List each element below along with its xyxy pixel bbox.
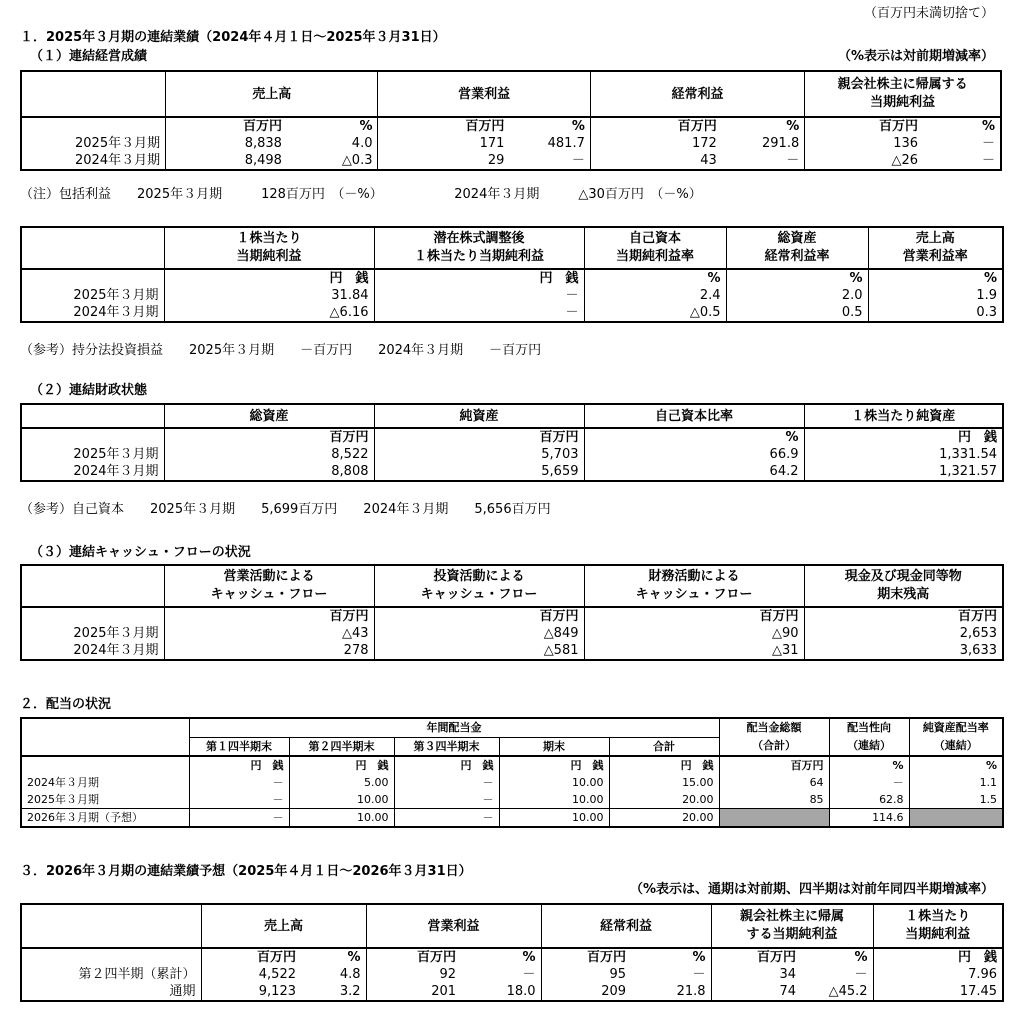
comprehensive-income-note: （注）包括利益 2025年３月期 128百万円 （－%） 2024年３月期 △30百万円 （－%） <box>20 187 702 202</box>
unit: 円 銭 <box>289 756 394 774</box>
cell-shaded <box>719 809 829 828</box>
cell: 15.00 <box>609 774 719 791</box>
unit: % <box>981 119 995 134</box>
cell: 8,808 <box>164 463 374 481</box>
header-roa: 総資産 経常利益率 <box>726 227 868 269</box>
cell: 2.0 <box>726 287 868 304</box>
cell: △43 <box>164 625 374 642</box>
header-eps: １株当たり 当期純利益 <box>905 909 971 942</box>
table-row <box>21 152 1001 170</box>
unit: % <box>584 428 804 446</box>
header-q2: 第２四半期末 <box>289 737 394 756</box>
table-row <box>21 774 1003 791</box>
header-ordinary-profit: 経常利益 <box>590 71 804 117</box>
forecast-table <box>20 903 1004 1002</box>
cell: － <box>801 966 873 983</box>
header-cash-balance: 現金及び現金同等物 期末残高 <box>844 569 962 602</box>
cell: 136 <box>893 136 919 151</box>
row-label: 2024年３月期 <box>21 304 164 322</box>
cell: － <box>509 152 590 170</box>
cell: － <box>394 809 499 828</box>
cell: 64 <box>719 774 829 791</box>
cell: 5,703 <box>374 446 584 463</box>
cell: 62.8 <box>829 791 909 809</box>
unit: % <box>983 271 997 286</box>
unit: 百万円 <box>957 609 997 624</box>
table-row <box>21 463 1003 481</box>
row-label: 2025年３月期 <box>21 625 164 642</box>
table-row <box>21 642 1003 660</box>
table-row <box>21 287 1003 304</box>
row-label: 2024年３月期 <box>21 774 189 791</box>
section1-sub2: （２）連結財政状態 <box>30 383 148 398</box>
own-capital-note: （参考）自己資本 2025年３月期 5,699百万円 2024年３月期 5,656百万円 <box>20 502 551 517</box>
unit: % <box>829 756 909 774</box>
row-label: 2024年３月期 <box>21 642 164 660</box>
cell: 1,321.57 <box>939 464 997 479</box>
unit: 百万円 <box>584 607 804 625</box>
unit: 円 銭 <box>189 756 289 774</box>
section2-title: ２．配当の状況 <box>20 697 112 712</box>
cell: 0.5 <box>726 304 868 322</box>
cell: － <box>189 774 289 791</box>
cell: 1.1 <box>979 776 998 789</box>
unit: 円 銭 <box>609 756 719 774</box>
header-dividend-ratio: 純資産配当率 （連結） <box>909 718 1003 756</box>
section3-note: （%表示は、通期は対前期、四半期は対前年同四半期増減率） <box>629 882 994 897</box>
cell: 1.5 <box>979 793 998 806</box>
per-share-table <box>20 226 1004 323</box>
corner-cell <box>21 71 166 117</box>
cell: 4,522 <box>258 967 296 982</box>
unit: 百万円 <box>587 950 627 965</box>
unit: 百万円 <box>879 119 919 134</box>
header-bps: １株当たり純資産 <box>851 408 956 424</box>
unit: 百万円 <box>465 119 505 134</box>
cell: 10.00 <box>499 809 609 828</box>
header-diluted-eps: 潜在株式調整後 １株当たり当期純利益 <box>374 227 584 269</box>
cell: 171 <box>479 136 505 151</box>
cell: △26 <box>891 153 919 168</box>
section1-title: １．2025年３月期の連結業績（2024年４月１日～2025年３月31日） <box>20 30 446 45</box>
cell: 209 <box>601 984 627 999</box>
cell: 9,123 <box>258 984 296 999</box>
header-ordinary-profit: 経常利益 <box>541 904 711 948</box>
cell-shaded <box>909 809 1003 828</box>
header-net-profit-line1: 親会社株主に帰属する <box>837 77 968 92</box>
header-total-assets: 総資産 <box>164 404 374 428</box>
dividend-table <box>20 717 1004 828</box>
cell: 5,659 <box>374 463 584 481</box>
cell: 201 <box>431 984 457 999</box>
header-financing-cf: 財務活動による キャッシュ・フロー <box>584 565 804 607</box>
row-label: 2024年３月期 <box>21 463 164 481</box>
cell: 74 <box>779 984 797 999</box>
table-row <box>21 809 1003 828</box>
cell: 18.0 <box>461 983 541 1001</box>
cell: △45.2 <box>801 983 873 1001</box>
table-row <box>21 791 1003 809</box>
cell: 10.00 <box>499 774 609 791</box>
cell: － <box>374 287 584 304</box>
unit: 円 銭 <box>958 950 998 965</box>
row-label: 2026年３月期（予想） <box>21 809 189 828</box>
unit: % <box>301 948 366 966</box>
cell: － <box>981 136 995 151</box>
cell: 29 <box>487 153 505 168</box>
cell: △0.3 <box>287 152 378 170</box>
header-q3: 第３四半期末 <box>394 737 499 756</box>
table-row <box>21 983 1003 1001</box>
unit: % <box>801 948 873 966</box>
cell: △0.5 <box>584 304 726 322</box>
cell: 64.2 <box>584 463 804 481</box>
cell: △31 <box>584 642 804 660</box>
cell: 66.9 <box>584 446 804 463</box>
header-annual-dividend: 年間配当金 <box>189 718 719 737</box>
unit: 百万円 <box>719 756 829 774</box>
cell: 8,498 <box>244 153 282 168</box>
header-operating-profit: 営業利益 <box>366 904 541 948</box>
unit: 百万円 <box>374 607 584 625</box>
unit: 円 銭 <box>394 756 499 774</box>
row-label: 通期 <box>21 983 201 1001</box>
unit: 百万円 <box>242 119 282 134</box>
cell: 8,522 <box>164 446 374 463</box>
table-row <box>21 135 1001 152</box>
unit: 百万円 <box>677 119 717 134</box>
unit: % <box>584 269 726 287</box>
cell: 43 <box>700 153 717 168</box>
section1-sub1-note: （%表示は対前期増減率） <box>837 49 994 64</box>
cell: － <box>631 966 711 983</box>
cell: 31.84 <box>164 287 374 304</box>
header-sales: 売上高 <box>166 71 378 117</box>
header-operating-margin: 売上高 営業利益率 <box>902 231 968 264</box>
section1-sub1: （１）連結経営成績 <box>30 49 148 64</box>
cell: 17.45 <box>959 984 998 999</box>
cell: 3,633 <box>959 643 997 658</box>
unit: 百万円 <box>757 950 797 965</box>
cell: 172 <box>691 136 717 151</box>
table-row <box>21 625 1003 642</box>
unit-note: （百万円未満切捨て） <box>863 6 994 21</box>
header-payout-ratio: 配当性向 （連結） <box>829 718 909 756</box>
unit: 円 銭 <box>374 269 584 287</box>
cell: △849 <box>374 625 584 642</box>
cell: － <box>461 966 541 983</box>
header-sales: 売上高 <box>201 904 366 948</box>
cell: △6.16 <box>164 304 374 322</box>
header-total-dividend: 配当金総額 （合計） <box>719 718 829 756</box>
unit: % <box>986 759 998 772</box>
unit: % <box>287 117 378 135</box>
table-row <box>21 966 1003 983</box>
unit: 円 銭 <box>164 269 374 287</box>
unit: % <box>509 117 590 135</box>
cell: 3.2 <box>301 983 366 1001</box>
unit: 百万円 <box>256 950 296 965</box>
unit: 百万円 <box>374 428 584 446</box>
cell: － <box>189 791 289 809</box>
cell: 278 <box>164 642 374 660</box>
header-roe: 自己資本 当期純利益率 <box>584 227 726 269</box>
cell: － <box>829 774 909 791</box>
cell: 92 <box>439 967 457 982</box>
cell: 2.4 <box>584 287 726 304</box>
cell: － <box>189 809 289 828</box>
cell: － <box>394 774 499 791</box>
operating-results-table <box>20 70 1002 171</box>
unit: % <box>461 948 541 966</box>
financial-position-table <box>20 403 1004 482</box>
cell: 4.8 <box>301 966 366 983</box>
header-net-profit: 親会社株主に帰属 する当期純利益 <box>711 904 873 948</box>
row-label: 2024年３月期 <box>21 152 166 170</box>
cell: △90 <box>584 625 804 642</box>
header-net-profit <box>805 71 1001 117</box>
row-label: 2025年３月期 <box>21 287 164 304</box>
unit: 百万円 <box>164 607 374 625</box>
unit: 百万円 <box>164 428 374 446</box>
cell: － <box>722 152 805 170</box>
cell: 8,838 <box>244 136 282 151</box>
header-investing-cf: 投資活動による キャッシュ・フロー <box>374 565 584 607</box>
table-row <box>21 446 1003 463</box>
row-label: 2025年３月期 <box>21 791 189 809</box>
cell: 10.00 <box>289 791 394 809</box>
cell: 10.00 <box>499 791 609 809</box>
header-operating-profit: 営業利益 <box>378 71 590 117</box>
cell: 114.6 <box>829 809 909 828</box>
header-net-assets: 純資産 <box>374 404 584 428</box>
cell: 21.8 <box>631 983 711 1001</box>
cell: 291.8 <box>722 135 805 152</box>
cell: 20.00 <box>609 809 719 828</box>
cell: 95 <box>609 967 627 982</box>
cell: 20.00 <box>609 791 719 809</box>
cell: 2,653 <box>959 626 997 641</box>
unit: % <box>631 948 711 966</box>
cell: 481.7 <box>509 135 590 152</box>
cell: － <box>981 153 995 168</box>
unit: 円 銭 <box>957 430 997 445</box>
cell: 85 <box>719 791 829 809</box>
section1-sub3: （３）連結キャッシュ・フローの状況 <box>30 545 251 560</box>
header-q1: 第１四半期末 <box>189 737 289 756</box>
cell: 4.0 <box>287 135 378 152</box>
unit: % <box>722 117 805 135</box>
cell: △581 <box>374 642 584 660</box>
cell: 10.00 <box>289 809 394 828</box>
equity-method-note: （参考）持分法投資損益 2025年３月期 －百万円 2024年３月期 －百万円 <box>20 343 542 358</box>
cell: 7.96 <box>968 967 998 982</box>
cell: 34 <box>779 967 797 982</box>
cell: 5.00 <box>289 774 394 791</box>
cell: 0.3 <box>976 305 997 320</box>
row-label: 2025年３月期 <box>21 135 166 152</box>
header-total: 合計 <box>609 737 719 756</box>
header-operating-cf: 営業活動による キャッシュ・フロー <box>164 565 374 607</box>
cell: 1.9 <box>976 288 997 303</box>
row-label: 第２四半期（累計） <box>21 966 201 983</box>
cell: 1,331.54 <box>939 447 997 462</box>
cell: － <box>374 304 584 322</box>
header-year-end: 期末 <box>499 737 609 756</box>
section3-title: ３．2026年３月期の連結業績予想（2025年４月１日～2026年３月31日） <box>20 864 472 879</box>
row-label: 2025年３月期 <box>21 446 164 463</box>
header-eps: １株当たり 当期純利益 <box>164 227 374 269</box>
table-row <box>21 304 1003 322</box>
unit: % <box>726 269 868 287</box>
header-equity-ratio: 自己資本比率 <box>584 404 804 428</box>
cash-flow-table <box>20 564 1004 661</box>
unit: 円 銭 <box>499 756 609 774</box>
unit: 百万円 <box>417 950 457 965</box>
cell: － <box>394 791 499 809</box>
header-net-profit-line2: 当期純利益 <box>870 95 936 110</box>
